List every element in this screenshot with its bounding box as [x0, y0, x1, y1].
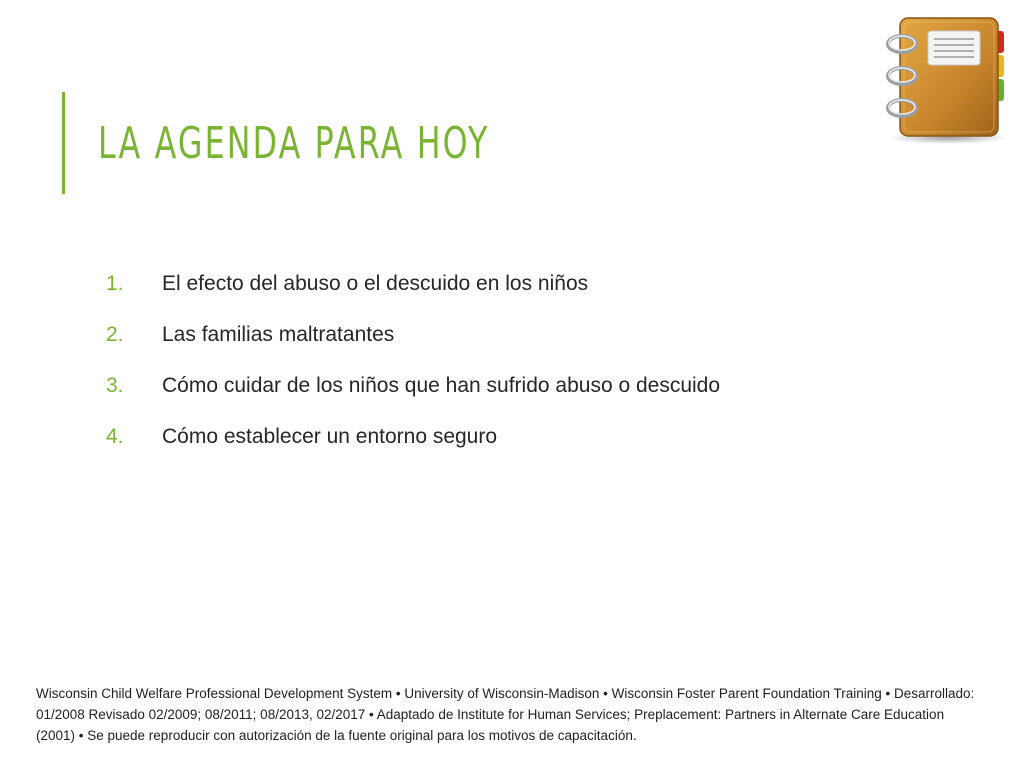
- agenda-item-number: 4.: [106, 424, 124, 448]
- agenda-item: [106, 309, 720, 360]
- agenda-item-number: 2.: [106, 322, 124, 346]
- title-accent-bar: [62, 92, 65, 194]
- agenda-item-text: El efecto del abuso o el descuido en los niños: [162, 271, 589, 295]
- agenda-item: [106, 258, 720, 309]
- agenda-item: [106, 360, 720, 411]
- notebook-icon: [880, 12, 1010, 148]
- footer-credits: Wisconsin Child Welfare Professional Development System • University of Wisconsin-Madison • Wisconsin Foster Parent Foundation Training • Desarrollado: 01/2008 Revisado 02/2009; 08/2011; 08/2013, 02/2017 • Adaptado de Institute for Human Services; Preplacement: Partners in Alternate Care Education (2001) • Se puede reproducir con autorización de la fuente original para los motivos de capacitación.: [36, 686, 975, 743]
- agenda-item-number: 3.: [106, 373, 124, 397]
- agenda-list: [106, 258, 720, 462]
- agenda-item-text: Cómo establecer un entorno seguro: [162, 424, 498, 448]
- slide-title: LA AGENDA PARA HOY: [98, 118, 490, 169]
- agenda-item: [106, 411, 720, 462]
- agenda-item-text: Cómo cuidar de los niños que han sufrido abuso o descuido: [162, 373, 721, 397]
- agenda-item-text: Las familias maltratantes: [162, 322, 395, 346]
- agenda-item-number: 1.: [106, 271, 124, 295]
